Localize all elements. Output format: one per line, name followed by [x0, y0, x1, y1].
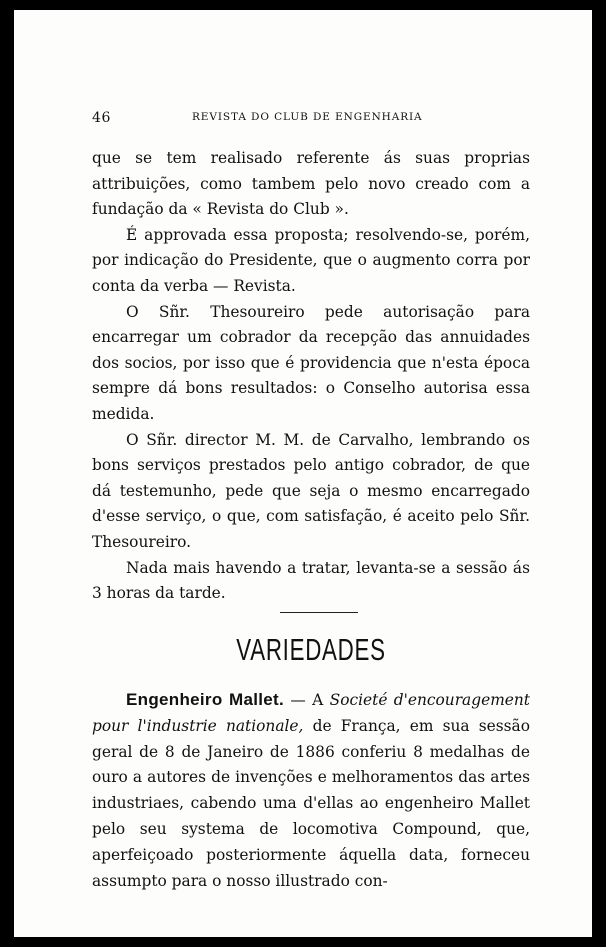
article-paragraph: [92, 687, 530, 894]
section-divider: [280, 612, 358, 613]
article-dash: — A: [284, 691, 330, 709]
page-number: 46: [92, 110, 112, 126]
article: [92, 687, 530, 894]
running-head: [92, 110, 530, 130]
section-title: VARIEDADES: [236, 632, 386, 667]
minutes-text: [92, 146, 530, 607]
article-body: de França, em sua sessão geral de 8 de Janeiro de 1886 conferiu 8 medalhas de ouro a autores de invenções e melhoramentos das artes industriaes, cabendo uma d'ellas ao engenheiro Mallet pelo seu systema de locomotiva Compound, que, aperfeiçoado posteriormente áquella data, forneceu assumpto para o nosso illustrado con-: [92, 716, 530, 890]
scanned-page: [14, 10, 592, 937]
journal-title: REVISTA DO CLUB DE ENGENHARIA: [192, 111, 423, 123]
paragraph: O Sñr. Thesoureiro pede autorisação para encarregar um cobrador da recepção das annuidades dos socios, por isso que é providencia que n'esta época sempre dá bons resultados: o Conselho autorisa essa medida.: [92, 302, 530, 423]
article-italic-name: Societé d'encouragement pour l'industrie nationale,: [92, 691, 530, 735]
article-heading: Engenheiro Mallet.: [126, 690, 285, 709]
paragraph: Nada mais havendo a tratar, levanta-se a sessão ás 3 horas da tarde.: [92, 558, 530, 603]
paragraph: É approvada essa proposta; resolvendo-se, porém, por indicação do Presidente, que o augmento corra por conta da verba — Revista.: [92, 225, 530, 295]
paragraph: O Sñr. director M. M. de Carvalho, lembrando os bons serviços prestados pelo antigo cobrador, de que dá testemunho, pede que seja o mesmo encarregado d'esse serviço, o que, com satisfação, é aceito pelo Sñr. Thesoureiro.: [92, 430, 530, 551]
paragraph: que se tem realisado referente ás suas proprias attribuições, como tambem pelo novo creado com a fundação da « Revista do Club ».: [92, 149, 530, 219]
